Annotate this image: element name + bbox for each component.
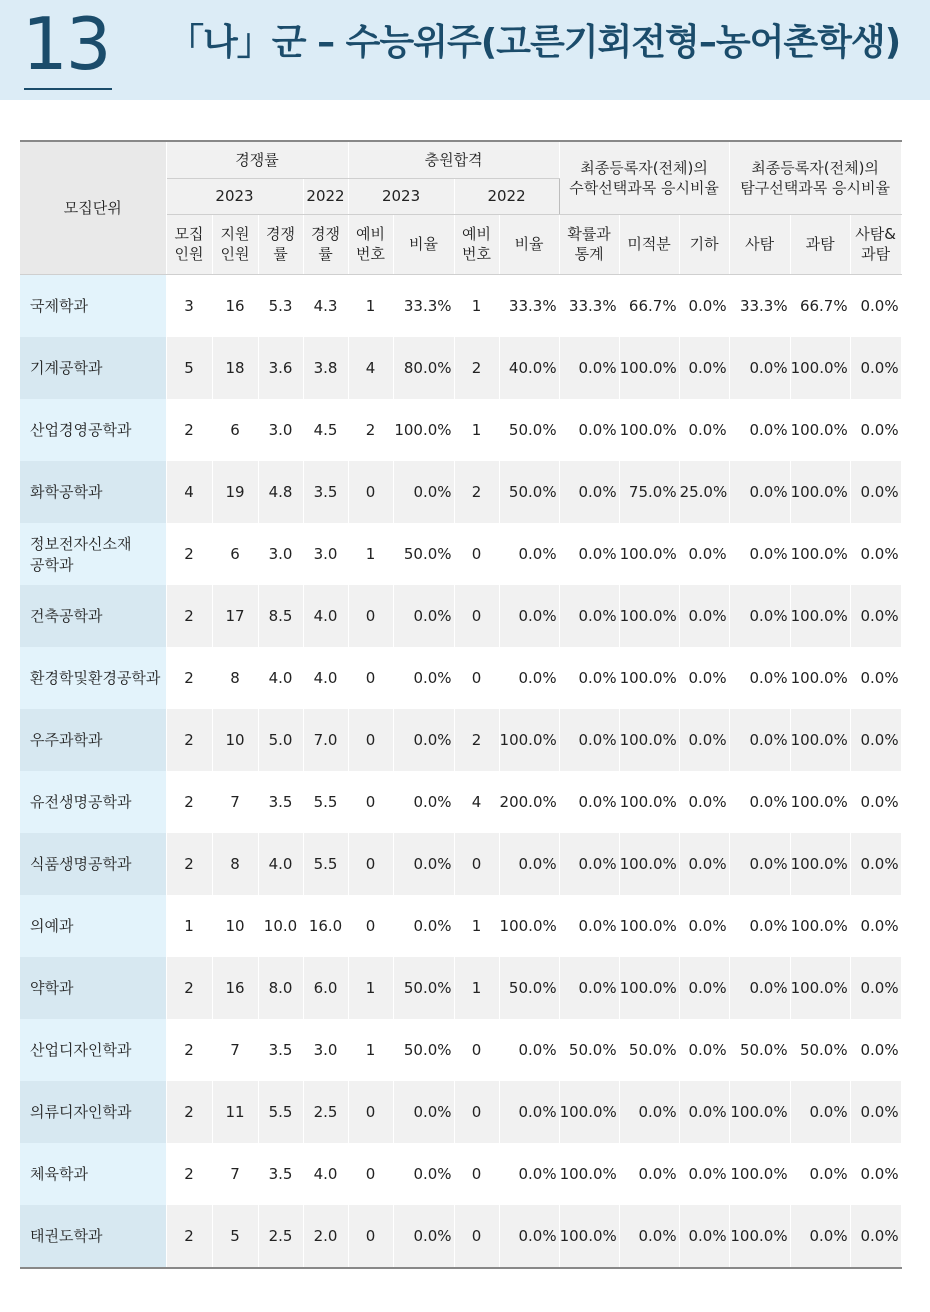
admission-results-table <box>20 140 902 1269</box>
cell-social-science: 0.0% <box>850 1081 901 1143</box>
cell-unit-name: 기계공학과 <box>20 337 166 399</box>
cell-social: 0.0% <box>729 833 790 895</box>
year-2022-additional: 2022 <box>454 178 559 214</box>
cell-quota: 2 <box>166 1081 212 1143</box>
cell-waitlist-2022: 0 <box>454 833 499 895</box>
cell-geometry: 0.0% <box>679 274 729 337</box>
cell-calculus: 100.0% <box>619 523 679 585</box>
cell-calculus: 75.0% <box>619 461 679 523</box>
cell-waitlist-2023: 0 <box>348 1081 393 1143</box>
cell-social-science: 0.0% <box>850 771 901 833</box>
cell-quota: 3 <box>166 274 212 337</box>
cell-science: 50.0% <box>790 1019 850 1081</box>
page-number: 13 <box>22 2 110 86</box>
cell-rate-2023: 0.0% <box>393 895 454 957</box>
cell-social: 0.0% <box>729 399 790 461</box>
cell-applicants: 5 <box>212 1205 258 1268</box>
cell-geometry: 0.0% <box>679 957 729 1019</box>
cell-applicants: 6 <box>212 523 258 585</box>
table-row <box>20 1081 901 1143</box>
cell-science: 0.0% <box>790 1205 850 1268</box>
cell-applicants: 11 <box>212 1081 258 1143</box>
table-row <box>20 1019 901 1081</box>
cell-rate-2022: 100.0% <box>499 895 559 957</box>
cell-unit-name: 태권도학과 <box>20 1205 166 1268</box>
cell-rate-2022: 0.0% <box>499 833 559 895</box>
cell-science: 100.0% <box>790 461 850 523</box>
cell-prob-stats: 0.0% <box>559 585 619 647</box>
cell-unit-name: 의예과 <box>20 895 166 957</box>
year-2023-competition: 2023 <box>166 178 303 214</box>
cell-applicants: 16 <box>212 274 258 337</box>
table-row <box>20 957 901 1019</box>
cell-unit-name: 건축공학과 <box>20 585 166 647</box>
cell-rate-2022: 0.0% <box>499 1205 559 1268</box>
cell-prob-stats: 50.0% <box>559 1019 619 1081</box>
cell-quota: 2 <box>166 709 212 771</box>
cell-calculus: 0.0% <box>619 1081 679 1143</box>
cell-rate-2022: 50.0% <box>499 957 559 1019</box>
cell-social: 0.0% <box>729 957 790 1019</box>
cell-ratio-2023: 8.0 <box>258 957 303 1019</box>
cell-rate-2023: 0.0% <box>393 709 454 771</box>
cell-quota: 2 <box>166 1143 212 1205</box>
cell-ratio-2022: 4.0 <box>303 647 348 709</box>
cell-ratio-2023: 4.0 <box>258 833 303 895</box>
table-row <box>20 523 901 585</box>
cell-calculus: 100.0% <box>619 833 679 895</box>
sub-rate-2022: 비율 <box>499 214 559 274</box>
table-row <box>20 585 901 647</box>
cell-applicants: 10 <box>212 709 258 771</box>
cell-prob-stats: 0.0% <box>559 771 619 833</box>
cell-social-science: 0.0% <box>850 957 901 1019</box>
cell-science: 100.0% <box>790 337 850 399</box>
cell-science: 100.0% <box>790 647 850 709</box>
cell-calculus: 0.0% <box>619 1205 679 1268</box>
cell-waitlist-2023: 1 <box>348 274 393 337</box>
cell-calculus: 100.0% <box>619 337 679 399</box>
cell-unit-name: 산업경영공학과 <box>20 399 166 461</box>
cell-ratio-2023: 5.0 <box>258 709 303 771</box>
cell-rate-2022: 0.0% <box>499 523 559 585</box>
cell-geometry: 25.0% <box>679 461 729 523</box>
cell-rate-2023: 33.3% <box>393 274 454 337</box>
cell-rate-2023: 0.0% <box>393 771 454 833</box>
cell-geometry: 0.0% <box>679 1205 729 1268</box>
cell-waitlist-2022: 2 <box>454 337 499 399</box>
cell-ratio-2022: 4.5 <box>303 399 348 461</box>
cell-science: 0.0% <box>790 1081 850 1143</box>
cell-unit-name: 유전생명공학과 <box>20 771 166 833</box>
cell-prob-stats: 0.0% <box>559 647 619 709</box>
cell-rate-2023: 50.0% <box>393 957 454 1019</box>
cell-quota: 2 <box>166 523 212 585</box>
sub-science: 과탐 <box>790 214 850 274</box>
cell-unit-name: 의류디자인학과 <box>20 1081 166 1143</box>
cell-prob-stats: 100.0% <box>559 1205 619 1268</box>
cell-unit-name: 약학과 <box>20 957 166 1019</box>
cell-quota: 2 <box>166 1019 212 1081</box>
cell-waitlist-2022: 1 <box>454 274 499 337</box>
cell-unit-name: 체육학과 <box>20 1143 166 1205</box>
cell-geometry: 0.0% <box>679 647 729 709</box>
cell-ratio-2023: 3.6 <box>258 337 303 399</box>
cell-social: 100.0% <box>729 1143 790 1205</box>
cell-prob-stats: 0.0% <box>559 957 619 1019</box>
cell-social: 0.0% <box>729 585 790 647</box>
cell-science: 100.0% <box>790 771 850 833</box>
cell-ratio-2022: 2.5 <box>303 1081 348 1143</box>
cell-waitlist-2023: 0 <box>348 1205 393 1268</box>
cell-ratio-2023: 5.5 <box>258 1081 303 1143</box>
cell-science: 100.0% <box>790 585 850 647</box>
cell-geometry: 0.0% <box>679 709 729 771</box>
cell-waitlist-2023: 0 <box>348 895 393 957</box>
cell-social: 0.0% <box>729 647 790 709</box>
cell-science: 66.7% <box>790 274 850 337</box>
cell-applicants: 8 <box>212 647 258 709</box>
sub-geometry: 기하 <box>679 214 729 274</box>
cell-waitlist-2022: 4 <box>454 771 499 833</box>
cell-ratio-2022: 16.0 <box>303 895 348 957</box>
sub-waitlist-2023: 예비 번호 <box>348 214 393 274</box>
cell-applicants: 18 <box>212 337 258 399</box>
cell-ratio-2023: 5.3 <box>258 274 303 337</box>
cell-waitlist-2022: 1 <box>454 895 499 957</box>
cell-quota: 2 <box>166 833 212 895</box>
cell-prob-stats: 0.0% <box>559 523 619 585</box>
cell-quota: 2 <box>166 957 212 1019</box>
cell-geometry: 0.0% <box>679 833 729 895</box>
cell-social-science: 0.0% <box>850 1143 901 1205</box>
cell-rate-2023: 0.0% <box>393 1143 454 1205</box>
cell-social-science: 0.0% <box>850 1205 901 1268</box>
cell-ratio-2022: 5.5 <box>303 771 348 833</box>
cell-rate-2023: 0.0% <box>393 833 454 895</box>
cell-applicants: 19 <box>212 461 258 523</box>
cell-ratio-2022: 5.5 <box>303 833 348 895</box>
cell-prob-stats: 0.0% <box>559 399 619 461</box>
cell-waitlist-2023: 0 <box>348 833 393 895</box>
sub-social-science: 사탐& 과탐 <box>850 214 901 274</box>
table-row <box>20 771 901 833</box>
cell-applicants: 6 <box>212 399 258 461</box>
cell-calculus: 100.0% <box>619 771 679 833</box>
cell-rate-2023: 0.0% <box>393 647 454 709</box>
cell-waitlist-2023: 0 <box>348 771 393 833</box>
cell-prob-stats: 100.0% <box>559 1143 619 1205</box>
cell-ratio-2023: 4.0 <box>258 647 303 709</box>
sub-prob-stats: 확률과 통계 <box>559 214 619 274</box>
cell-social-science: 0.0% <box>850 1019 901 1081</box>
cell-social: 50.0% <box>729 1019 790 1081</box>
cell-rate-2023: 0.0% <box>393 461 454 523</box>
cell-geometry: 0.0% <box>679 771 729 833</box>
cell-prob-stats: 33.3% <box>559 274 619 337</box>
cell-waitlist-2022: 0 <box>454 1205 499 1268</box>
table-body <box>20 274 901 1268</box>
cell-applicants: 16 <box>212 957 258 1019</box>
cell-quota: 2 <box>166 771 212 833</box>
cell-ratio-2022: 4.0 <box>303 585 348 647</box>
cell-applicants: 7 <box>212 771 258 833</box>
cell-quota: 4 <box>166 461 212 523</box>
cell-social: 0.0% <box>729 337 790 399</box>
cell-unit-name: 국제학과 <box>20 274 166 337</box>
cell-social: 100.0% <box>729 1081 790 1143</box>
cell-social-science: 0.0% <box>850 399 901 461</box>
cell-unit-name: 화학공학과 <box>20 461 166 523</box>
cell-waitlist-2022: 1 <box>454 399 499 461</box>
cell-applicants: 8 <box>212 833 258 895</box>
cell-prob-stats: 0.0% <box>559 833 619 895</box>
table-row <box>20 274 901 337</box>
cell-calculus: 0.0% <box>619 1143 679 1205</box>
cell-prob-stats: 100.0% <box>559 1081 619 1143</box>
cell-ratio-2022: 7.0 <box>303 709 348 771</box>
sub-social: 사탐 <box>729 214 790 274</box>
cell-geometry: 0.0% <box>679 895 729 957</box>
sub-ratio-2022: 경쟁 률 <box>303 214 348 274</box>
cell-unit-name: 우주과학과 <box>20 709 166 771</box>
cell-science: 100.0% <box>790 709 850 771</box>
cell-rate-2023: 0.0% <box>393 1205 454 1268</box>
cell-waitlist-2022: 0 <box>454 523 499 585</box>
cell-prob-stats: 0.0% <box>559 709 619 771</box>
cell-ratio-2022: 6.0 <box>303 957 348 1019</box>
table-row <box>20 895 901 957</box>
cell-rate-2022: 0.0% <box>499 1081 559 1143</box>
cell-waitlist-2022: 2 <box>454 461 499 523</box>
cell-social-science: 0.0% <box>850 461 901 523</box>
cell-calculus: 100.0% <box>619 895 679 957</box>
grp-competition-header: 경쟁률 <box>166 141 348 178</box>
cell-science: 100.0% <box>790 895 850 957</box>
cell-science: 100.0% <box>790 957 850 1019</box>
cell-ratio-2023: 4.8 <box>258 461 303 523</box>
cell-waitlist-2023: 1 <box>348 957 393 1019</box>
cell-applicants: 7 <box>212 1143 258 1205</box>
cell-social: 0.0% <box>729 523 790 585</box>
grp-math-header: 최종등록자(전체)의 수학선택과목 응시비율 <box>559 141 729 214</box>
table-row <box>20 1205 901 1268</box>
cell-rate-2023: 0.0% <box>393 585 454 647</box>
cell-social-science: 0.0% <box>850 523 901 585</box>
table-row <box>20 709 901 771</box>
cell-waitlist-2022: 0 <box>454 1019 499 1081</box>
cell-waitlist-2022: 0 <box>454 647 499 709</box>
cell-rate-2022: 0.0% <box>499 1143 559 1205</box>
cell-ratio-2022: 2.0 <box>303 1205 348 1268</box>
cell-social: 0.0% <box>729 895 790 957</box>
table-row <box>20 337 901 399</box>
cell-rate-2023: 100.0% <box>393 399 454 461</box>
cell-social-science: 0.0% <box>850 709 901 771</box>
cell-quota: 2 <box>166 399 212 461</box>
cell-applicants: 7 <box>212 1019 258 1081</box>
cell-geometry: 0.0% <box>679 523 729 585</box>
cell-waitlist-2022: 0 <box>454 585 499 647</box>
cell-waitlist-2022: 0 <box>454 1143 499 1205</box>
table-row <box>20 399 901 461</box>
cell-rate-2022: 33.3% <box>499 274 559 337</box>
cell-ratio-2023: 3.5 <box>258 1143 303 1205</box>
cell-geometry: 0.0% <box>679 585 729 647</box>
cell-social-science: 0.0% <box>850 895 901 957</box>
page-title: 「나」군 – 수능위주(고른기회전형–농어촌학생) <box>168 22 901 63</box>
grp-additional-header: 충원합격 <box>348 141 559 178</box>
cell-waitlist-2023: 0 <box>348 1143 393 1205</box>
cell-rate-2022: 50.0% <box>499 461 559 523</box>
cell-rate-2022: 0.0% <box>499 585 559 647</box>
cell-geometry: 0.0% <box>679 1019 729 1081</box>
cell-calculus: 66.7% <box>619 274 679 337</box>
sub-quota: 모집 인원 <box>166 214 212 274</box>
cell-ratio-2022: 4.3 <box>303 274 348 337</box>
cell-social-science: 0.0% <box>850 833 901 895</box>
sub-applicants: 지원 인원 <box>212 214 258 274</box>
cell-waitlist-2023: 2 <box>348 399 393 461</box>
cell-ratio-2022: 3.5 <box>303 461 348 523</box>
cell-rate-2022: 100.0% <box>499 709 559 771</box>
cell-ratio-2022: 3.0 <box>303 523 348 585</box>
cell-quota: 2 <box>166 1205 212 1268</box>
cell-waitlist-2022: 1 <box>454 957 499 1019</box>
cell-calculus: 100.0% <box>619 585 679 647</box>
cell-social-science: 0.0% <box>850 337 901 399</box>
cell-rate-2022: 0.0% <box>499 1019 559 1081</box>
cell-waitlist-2022: 0 <box>454 1081 499 1143</box>
year-2022-competition: 2022 <box>303 178 348 214</box>
cell-unit-name: 산업디자인학과 <box>20 1019 166 1081</box>
cell-applicants: 17 <box>212 585 258 647</box>
cell-social: 100.0% <box>729 1205 790 1268</box>
cell-ratio-2023: 8.5 <box>258 585 303 647</box>
cell-social-science: 0.0% <box>850 585 901 647</box>
cell-waitlist-2023: 0 <box>348 585 393 647</box>
cell-social: 0.0% <box>729 709 790 771</box>
cell-unit-name: 환경학및환경공학과 <box>20 647 166 709</box>
cell-ratio-2022: 3.0 <box>303 1019 348 1081</box>
cell-social-science: 0.0% <box>850 647 901 709</box>
cell-calculus: 100.0% <box>619 709 679 771</box>
cell-social: 0.0% <box>729 461 790 523</box>
cell-geometry: 0.0% <box>679 1081 729 1143</box>
sub-rate-2023: 비율 <box>393 214 454 274</box>
cell-ratio-2023: 3.0 <box>258 523 303 585</box>
cell-waitlist-2023: 1 <box>348 523 393 585</box>
cell-science: 0.0% <box>790 1143 850 1205</box>
cell-prob-stats: 0.0% <box>559 461 619 523</box>
cell-quota: 2 <box>166 585 212 647</box>
col-unit-header: 모집단위 <box>20 141 166 274</box>
cell-science: 100.0% <box>790 399 850 461</box>
table-row <box>20 833 901 895</box>
sub-calculus: 미적분 <box>619 214 679 274</box>
cell-quota: 5 <box>166 337 212 399</box>
cell-quota: 2 <box>166 647 212 709</box>
year-2023-additional: 2023 <box>348 178 454 214</box>
cell-unit-name: 식품생명공학과 <box>20 833 166 895</box>
cell-rate-2022: 0.0% <box>499 647 559 709</box>
cell-geometry: 0.0% <box>679 399 729 461</box>
cell-ratio-2023: 3.5 <box>258 1019 303 1081</box>
cell-waitlist-2023: 0 <box>348 647 393 709</box>
cell-social-science: 0.0% <box>850 274 901 337</box>
table-row <box>20 1143 901 1205</box>
cell-rate-2022: 40.0% <box>499 337 559 399</box>
cell-rate-2023: 0.0% <box>393 1081 454 1143</box>
cell-waitlist-2023: 1 <box>348 1019 393 1081</box>
cell-prob-stats: 0.0% <box>559 895 619 957</box>
cell-science: 100.0% <box>790 523 850 585</box>
table-row <box>20 647 901 709</box>
cell-social: 0.0% <box>729 771 790 833</box>
cell-ratio-2023: 10.0 <box>258 895 303 957</box>
cell-rate-2022: 200.0% <box>499 771 559 833</box>
cell-waitlist-2023: 0 <box>348 709 393 771</box>
cell-applicants: 10 <box>212 895 258 957</box>
cell-calculus: 100.0% <box>619 399 679 461</box>
page-number-underline <box>24 88 112 90</box>
cell-ratio-2023: 3.0 <box>258 399 303 461</box>
cell-waitlist-2023: 4 <box>348 337 393 399</box>
cell-rate-2022: 50.0% <box>499 399 559 461</box>
cell-rate-2023: 80.0% <box>393 337 454 399</box>
cell-ratio-2023: 2.5 <box>258 1205 303 1268</box>
grp-inquiry-header: 최종등록자(전체)의 탐구선택과목 응시비율 <box>729 141 901 214</box>
cell-ratio-2022: 3.8 <box>303 337 348 399</box>
cell-calculus: 100.0% <box>619 647 679 709</box>
cell-ratio-2023: 3.5 <box>258 771 303 833</box>
cell-rate-2023: 50.0% <box>393 523 454 585</box>
cell-waitlist-2022: 2 <box>454 709 499 771</box>
sub-ratio-2023: 경쟁 률 <box>258 214 303 274</box>
table-row <box>20 461 901 523</box>
cell-quota: 1 <box>166 895 212 957</box>
cell-ratio-2022: 4.0 <box>303 1143 348 1205</box>
cell-prob-stats: 0.0% <box>559 337 619 399</box>
cell-calculus: 50.0% <box>619 1019 679 1081</box>
cell-geometry: 0.0% <box>679 1143 729 1205</box>
cell-unit-name: 정보전자신소재 공학과 <box>20 523 166 585</box>
cell-social: 33.3% <box>729 274 790 337</box>
cell-science: 100.0% <box>790 833 850 895</box>
cell-rate-2023: 50.0% <box>393 1019 454 1081</box>
cell-waitlist-2023: 0 <box>348 461 393 523</box>
cell-geometry: 0.0% <box>679 337 729 399</box>
sub-waitlist-2022: 예비 번호 <box>454 214 499 274</box>
cell-calculus: 100.0% <box>619 957 679 1019</box>
